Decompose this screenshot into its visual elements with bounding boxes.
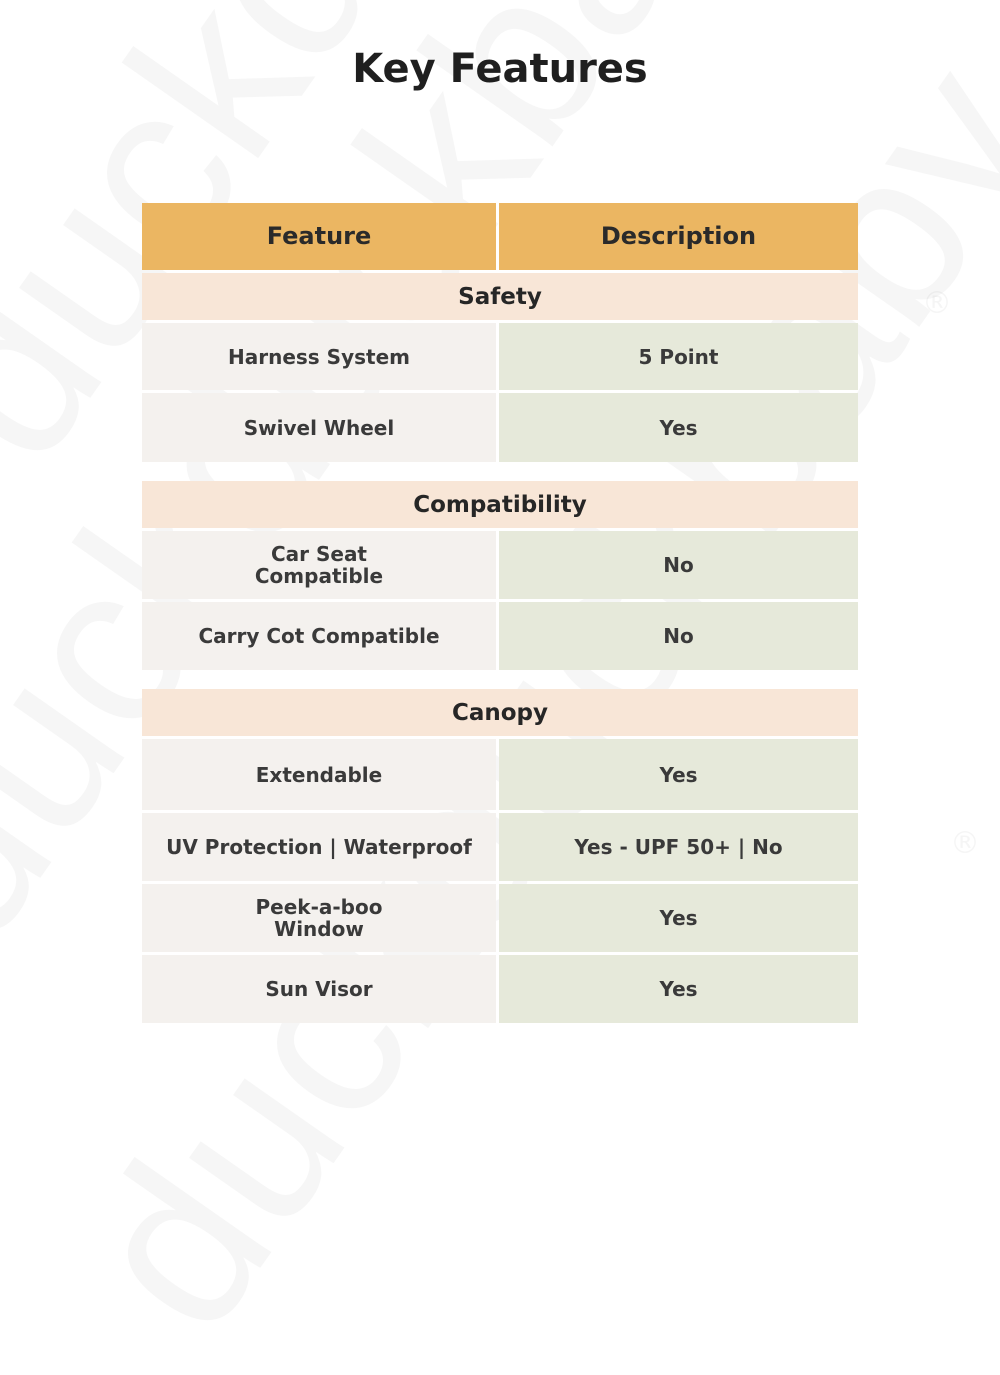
section-header-safety: Safety <box>142 273 858 320</box>
table-header-row <box>142 203 858 270</box>
description-cell: No <box>499 531 858 599</box>
description-cell: Yes - UPF 50+ | No <box>499 813 858 881</box>
feature-cell: Extendable <box>142 739 496 810</box>
description-cell: 5 Point <box>499 323 858 390</box>
feature-cell: UV Protection | Waterproof <box>142 813 496 881</box>
column-header-description: Description <box>499 203 858 270</box>
table-row <box>142 531 858 599</box>
column-header-feature: Feature <box>142 203 496 270</box>
watermark-registered-mark <box>950 826 980 861</box>
section-spacer <box>142 462 858 478</box>
watermark-registered-mark <box>922 286 952 321</box>
page-title: Key Features <box>352 46 648 92</box>
section-header-compatibility: Compatibility <box>142 481 858 528</box>
feature-cell: Swivel Wheel <box>142 393 496 462</box>
description-cell: Yes <box>499 884 858 952</box>
feature-cell: Sun Visor <box>142 955 496 1023</box>
section-spacer <box>142 670 858 686</box>
description-cell: Yes <box>499 739 858 810</box>
feature-cell: Harness System <box>142 323 496 390</box>
table-row <box>142 955 858 1023</box>
description-cell: No <box>499 602 858 670</box>
section-header-canopy: Canopy <box>142 689 858 736</box>
table-row <box>142 393 858 462</box>
feature-cell: Car Seat Compatible <box>142 531 496 599</box>
feature-cell: Peek-a-boo Window <box>142 884 496 952</box>
table-body <box>142 273 858 1023</box>
feature-cell: Carry Cot Compatible <box>142 602 496 670</box>
table-row <box>142 884 858 952</box>
description-cell: Yes <box>499 393 858 462</box>
description-cell: Yes <box>499 955 858 1023</box>
table-row <box>142 323 858 390</box>
table-row <box>142 813 858 881</box>
table-row <box>142 602 858 670</box>
key-features-table <box>142 203 858 1023</box>
table-row <box>142 739 858 810</box>
